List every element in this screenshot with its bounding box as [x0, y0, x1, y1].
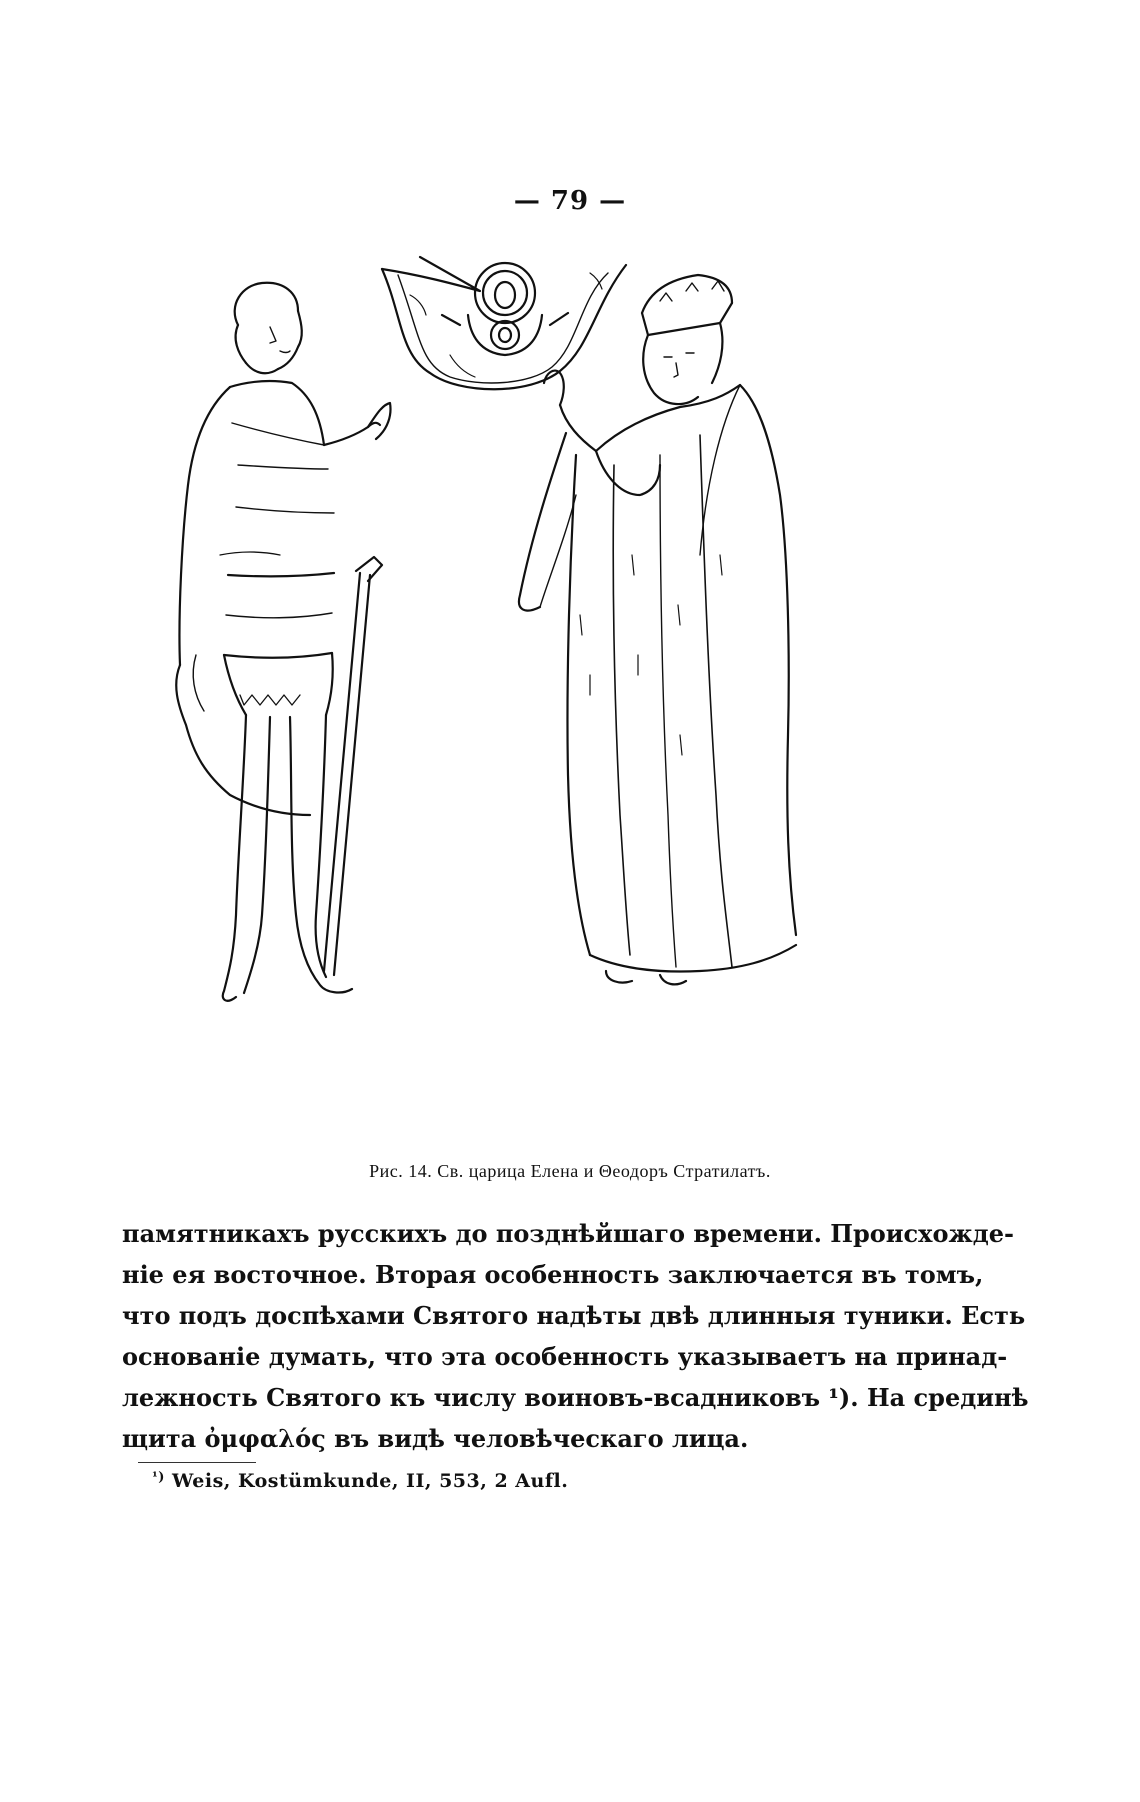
body-line: щита ὀμφαλός въ видѣ человѣческаго лица. [122, 1424, 749, 1453]
footnote [152, 1470, 568, 1492]
body-text [122, 1213, 1029, 1459]
warrior-saint-icon [176, 283, 390, 1001]
body-line: что подъ доспѣхами Святого надѣты двѣ длинныя туники. Есть [122, 1301, 1026, 1330]
body-line: лежность Святого къ числу воиновъ-всадниковъ ¹). На срединѣ [122, 1383, 1029, 1412]
footnote-divider [138, 1462, 256, 1463]
footnote-marker: ¹) [152, 1470, 165, 1485]
ornament-icon [382, 257, 626, 389]
body-line: основаніе думать, что эта особенность указываетъ на принад- [122, 1342, 1008, 1371]
figure-illustration [120, 255, 920, 1155]
figure-caption: Рис. 14. Св. царица Елена и Θеодоръ Стратилатъ. [369, 1161, 771, 1181]
body-line: ніе ея восточное. Вторая особенность заключается въ томъ, [122, 1260, 984, 1289]
empress-icon [519, 275, 796, 984]
body-line: памятникахъ русскихъ до позднѣйшаго времени. Происхожде- [122, 1219, 1014, 1248]
footnote-text: Weis, Kostümkunde, II, 553, 2 Aufl. [171, 1470, 569, 1492]
page-number: — 79 — [513, 186, 627, 216]
